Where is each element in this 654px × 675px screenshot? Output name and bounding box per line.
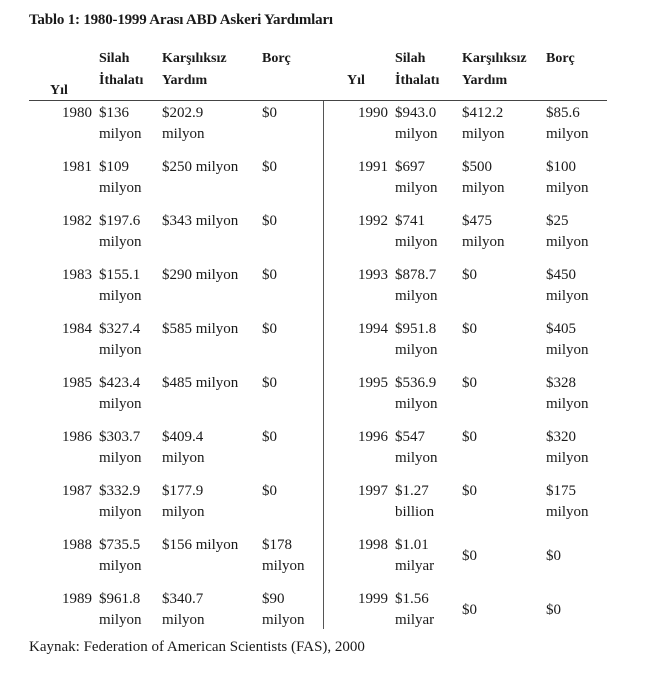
- header-rule: [29, 100, 607, 101]
- cell-line: milyar: [395, 612, 435, 628]
- cell-line: $197.6: [99, 213, 141, 229]
- header-borc-label: Borç: [546, 51, 575, 66]
- cell-borc: [546, 546, 561, 567]
- cell-line: $697: [395, 159, 425, 175]
- cell-line: $327.4: [99, 321, 141, 337]
- cell-borc: [262, 427, 277, 448]
- cell-year: 1982: [62, 213, 92, 229]
- cell-line: $90: [262, 591, 285, 607]
- cell-year: 1989: [62, 591, 92, 607]
- cell-line: $0: [262, 105, 277, 121]
- cell-line: milyon: [99, 342, 142, 358]
- cell-line: $85.6: [546, 105, 580, 121]
- cell-silah: [395, 427, 438, 469]
- cell-silah: [99, 589, 142, 631]
- cell-line: $320: [546, 429, 576, 445]
- cell-line: $1.27: [395, 483, 429, 499]
- cell-line: $156 milyon: [162, 537, 239, 553]
- cell-borc: [262, 535, 305, 577]
- cell-silah: [99, 103, 142, 145]
- cell-borc: [546, 481, 589, 523]
- cell-line: milyon: [546, 396, 589, 412]
- cell-line: $0: [462, 267, 477, 283]
- cell-line: $735.5: [99, 537, 141, 553]
- table-title: Tablo 1: 1980-1999 Arası ABD Askeri Yardımları: [29, 12, 333, 28]
- cell-line: $409.4: [162, 429, 204, 445]
- cell-karsiliksiz: [162, 373, 238, 394]
- cell-line: milyon: [462, 126, 505, 142]
- header-karsiliksiz-left: [162, 48, 227, 92]
- cell-karsiliksiz: [462, 211, 505, 253]
- cell-karsiliksiz: [462, 481, 477, 502]
- cell-year: 1995: [358, 375, 388, 391]
- header-silah-right: [395, 48, 439, 92]
- cell-line: $423.4: [99, 375, 141, 391]
- header-borc-label: Borç: [262, 51, 291, 66]
- header-borc-left: [262, 48, 291, 70]
- cell-year: 1993: [358, 267, 388, 283]
- column-divider: [323, 101, 324, 629]
- header-karsiliksiz-line1: Karşılıksız: [162, 51, 227, 66]
- cell-karsiliksiz: [162, 157, 238, 178]
- cell-line: $0: [546, 602, 561, 618]
- cell-borc: [546, 319, 589, 361]
- cell-line: $175: [546, 483, 576, 499]
- cell-line: $500: [462, 159, 492, 175]
- cell-line: $547: [395, 429, 425, 445]
- cell-borc: [262, 481, 277, 502]
- cell-borc: [262, 589, 305, 631]
- cell-line: milyon: [99, 612, 142, 628]
- cell-line: milyon: [395, 342, 438, 358]
- cell-line: $1.56: [395, 591, 429, 607]
- cell-line: $0: [462, 483, 477, 499]
- cell-year: 1983: [62, 267, 92, 283]
- cell-silah: [395, 535, 434, 577]
- cell-silah: [99, 481, 142, 523]
- cell-karsiliksiz: [462, 600, 477, 621]
- header-yil-right: [347, 70, 365, 92]
- cell-line: $961.8: [99, 591, 141, 607]
- cell-line: $303.7: [99, 429, 141, 445]
- cell-line: milyon: [395, 180, 438, 196]
- cell-borc: [262, 211, 277, 232]
- cell-year: 1984: [62, 321, 92, 337]
- cell-line: milyon: [462, 234, 505, 250]
- cell-line: milyon: [99, 558, 142, 574]
- cell-line: $332.9: [99, 483, 141, 499]
- cell-karsiliksiz: [162, 535, 238, 556]
- header-silah-left: [99, 48, 143, 92]
- cell-borc: [546, 103, 589, 145]
- cell-line: $0: [262, 321, 277, 337]
- cell-line: milyon: [99, 504, 142, 520]
- cell-line: milyon: [546, 234, 589, 250]
- cell-line: $943.0: [395, 105, 437, 121]
- cell-line: milyon: [546, 126, 589, 142]
- cell-line: milyon: [99, 396, 142, 412]
- cell-line: $100: [546, 159, 576, 175]
- header-karsiliksiz-line2: Yardım: [162, 73, 208, 88]
- cell-line: milyon: [395, 234, 438, 250]
- cell-line: $328: [546, 375, 576, 391]
- cell-line: $0: [546, 548, 561, 564]
- cell-karsiliksiz: [162, 481, 205, 523]
- header-karsiliksiz-line1: Karşılıksız: [462, 51, 527, 66]
- cell-silah: [99, 211, 142, 253]
- cell-karsiliksiz: [162, 589, 205, 631]
- cell-line: $485 milyon: [162, 375, 239, 391]
- header-silah-line2: İthalatı: [99, 73, 144, 88]
- cell-borc: [546, 157, 589, 199]
- cell-karsiliksiz: [162, 103, 205, 145]
- cell-borc: [546, 211, 589, 253]
- cell-line: milyon: [546, 288, 589, 304]
- cell-borc: [262, 265, 277, 286]
- source-note: Kaynak: Federation of American Scientists (FAS), 2000: [29, 639, 365, 655]
- cell-line: $0: [262, 159, 277, 175]
- cell-silah: [395, 481, 434, 523]
- cell-line: $250 milyon: [162, 159, 239, 175]
- cell-line: $951.8: [395, 321, 437, 337]
- cell-line: $343 milyon: [162, 213, 239, 229]
- cell-borc: [262, 103, 277, 124]
- cell-karsiliksiz: [462, 103, 505, 145]
- cell-line: $177.9: [162, 483, 204, 499]
- cell-silah: [395, 319, 438, 361]
- header-yil-label: Yıl: [50, 83, 68, 98]
- header-yil-left: [50, 80, 68, 102]
- cell-line: $178: [262, 537, 292, 553]
- cell-line: $0: [262, 213, 277, 229]
- cell-line: milyon: [546, 504, 589, 520]
- cell-karsiliksiz: [462, 265, 477, 286]
- cell-line: $405: [546, 321, 576, 337]
- cell-silah: [99, 535, 142, 577]
- cell-year: 1980: [62, 105, 92, 121]
- cell-line: milyon: [99, 126, 142, 142]
- cell-year: 1987: [62, 483, 92, 499]
- cell-line: milyon: [395, 126, 438, 142]
- cell-line: $450: [546, 267, 576, 283]
- cell-silah: [99, 265, 142, 307]
- cell-line: milyon: [162, 450, 205, 466]
- cell-borc: [546, 600, 561, 621]
- cell-line: milyon: [546, 342, 589, 358]
- cell-karsiliksiz: [462, 157, 505, 199]
- cell-line: $1.01: [395, 537, 429, 553]
- cell-silah: [99, 157, 142, 199]
- cell-line: $155.1: [99, 267, 141, 283]
- cell-silah: [395, 211, 438, 253]
- cell-line: milyon: [99, 234, 142, 250]
- cell-line: $0: [262, 375, 277, 391]
- cell-year: 1997: [358, 483, 388, 499]
- cell-year: 1986: [62, 429, 92, 445]
- cell-year: 1996: [358, 429, 388, 445]
- cell-silah: [395, 589, 434, 631]
- header-karsiliksiz-right: [462, 48, 527, 92]
- cell-karsiliksiz: [162, 319, 238, 340]
- cell-year: 1992: [358, 213, 388, 229]
- cell-line: $290 milyon: [162, 267, 239, 283]
- cell-line: $25: [546, 213, 569, 229]
- cell-year: 1999: [358, 591, 388, 607]
- cell-line: $0: [462, 321, 477, 337]
- cell-line: $878.7: [395, 267, 437, 283]
- cell-line: $0: [462, 548, 477, 564]
- cell-silah: [99, 427, 142, 469]
- cell-line: $475: [462, 213, 492, 229]
- header-karsiliksiz-line2: Yardım: [462, 73, 508, 88]
- cell-line: milyon: [162, 504, 205, 520]
- cell-karsiliksiz: [162, 265, 238, 286]
- cell-line: milyon: [546, 450, 589, 466]
- cell-borc: [546, 373, 589, 415]
- header-silah-line2: İthalatı: [395, 73, 440, 88]
- cell-year: 1981: [62, 159, 92, 175]
- cell-karsiliksiz: [462, 546, 477, 567]
- cell-line: milyar: [395, 558, 435, 574]
- cell-year: 1998: [358, 537, 388, 553]
- cell-line: billion: [395, 504, 435, 520]
- cell-karsiliksiz: [162, 427, 205, 469]
- header-silah-line1: Silah: [395, 51, 426, 66]
- cell-line: milyon: [395, 450, 438, 466]
- cell-karsiliksiz: [462, 373, 477, 394]
- cell-line: milyon: [99, 288, 142, 304]
- cell-line: $585 milyon: [162, 321, 239, 337]
- cell-borc: [262, 319, 277, 340]
- cell-line: milyon: [546, 180, 589, 196]
- header-yil-label: Yıl: [347, 73, 365, 88]
- cell-line: $202.9: [162, 105, 204, 121]
- cell-year: 1994: [358, 321, 388, 337]
- cell-line: milyon: [99, 450, 142, 466]
- cell-line: milyon: [262, 558, 305, 574]
- cell-karsiliksiz: [462, 427, 477, 448]
- cell-line: $0: [462, 375, 477, 391]
- cell-borc: [262, 373, 277, 394]
- cell-line: milyon: [395, 288, 438, 304]
- cell-karsiliksiz: [462, 319, 477, 340]
- cell-borc: [546, 427, 589, 469]
- cell-line: $0: [462, 602, 477, 618]
- cell-year: 1991: [358, 159, 388, 175]
- cell-silah: [395, 103, 438, 145]
- cell-line: $136: [99, 105, 129, 121]
- cell-karsiliksiz: [162, 211, 238, 232]
- cell-line: $536.9: [395, 375, 437, 391]
- cell-line: milyon: [462, 180, 505, 196]
- cell-silah: [395, 373, 438, 415]
- header-borc-right: [546, 48, 575, 70]
- cell-year: 1988: [62, 537, 92, 553]
- header-silah-line1: Silah: [99, 51, 130, 66]
- cell-line: milyon: [99, 180, 142, 196]
- cell-silah: [395, 157, 438, 199]
- cell-line: milyon: [162, 612, 205, 628]
- cell-silah: [99, 373, 142, 415]
- cell-year: 1990: [358, 105, 388, 121]
- cell-line: milyon: [395, 396, 438, 412]
- cell-line: milyon: [262, 612, 305, 628]
- cell-silah: [395, 265, 438, 307]
- cell-line: $412.2: [462, 105, 504, 121]
- cell-line: $0: [262, 267, 277, 283]
- cell-line: $109: [99, 159, 129, 175]
- cell-line: $0: [262, 429, 277, 445]
- cell-line: $0: [262, 483, 277, 499]
- cell-line: milyon: [162, 126, 205, 142]
- cell-silah: [99, 319, 142, 361]
- cell-line: $0: [462, 429, 477, 445]
- cell-line: $340.7: [162, 591, 204, 607]
- cell-line: $741: [395, 213, 425, 229]
- cell-borc: [546, 265, 589, 307]
- cell-borc: [262, 157, 277, 178]
- cell-year: 1985: [62, 375, 92, 391]
